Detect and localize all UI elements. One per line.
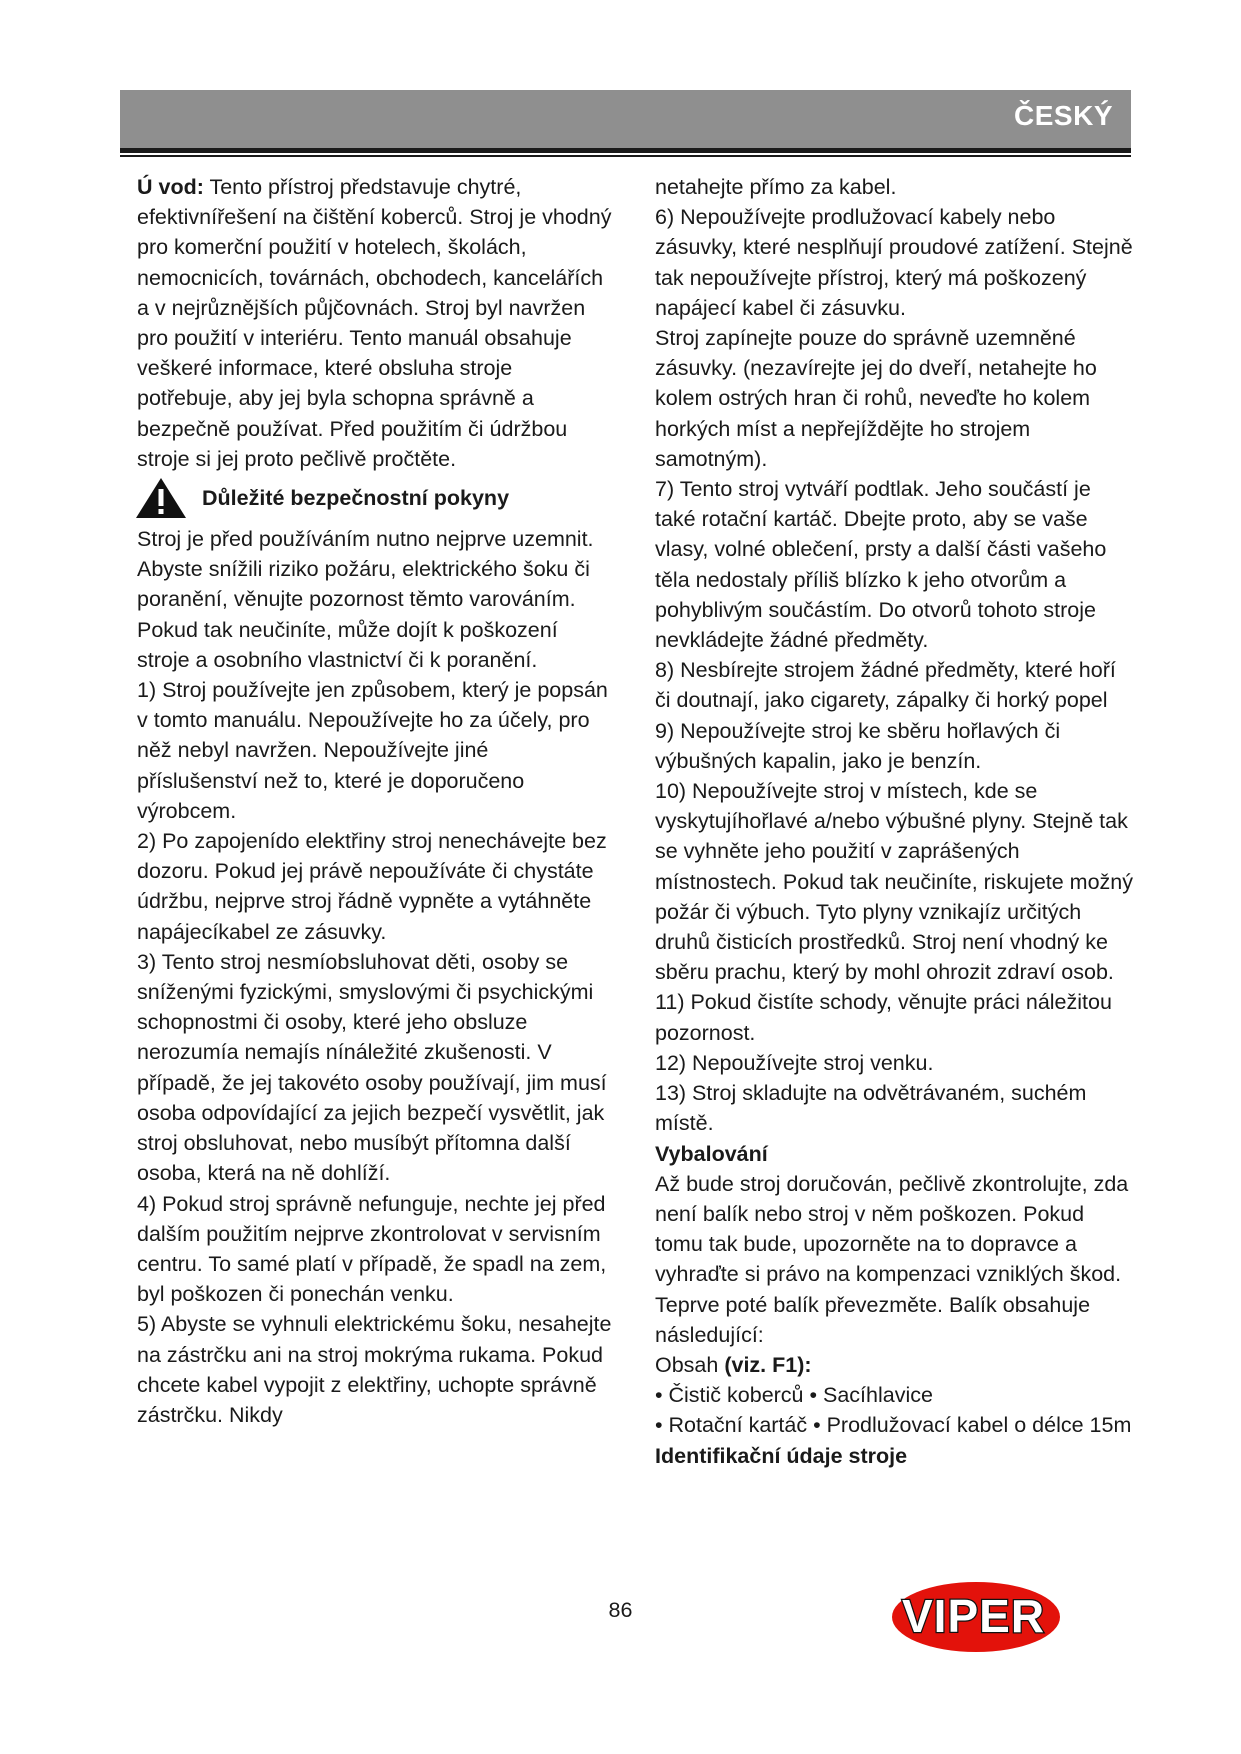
safety-item-3: 3) Tento stroj nesmíobsluhovat děti, osoby se sníženými fyzickými, smyslovými či psychickými schopnostmi či osoby, které jeho obsluze nerozumía nemajís nínáležité zkušenosti. V případě, že jej takovéto osoby používají, jim musí osoba odpovídající za jejich bezpečí vysvětlit, jak stroj obsluhovat, nebo musíbýt přítomna další osoba, která na ně dohlíží. xyxy=(137,949,607,1186)
safety-item-9: 9) Nepoužívejte stroj ke sběru hořlavých či výbušných kapalin, jako je benzín. xyxy=(655,718,1061,773)
viper-logo-text: VIPER xyxy=(902,1590,1046,1642)
safety-item-4: 4) Pokud stroj správně nefunguje, nechte jej před dalším použitím nejprve zkontrolovat v servisním centru. To samé platí v případě, že spadl na zem, byl poškozen či ponechán venku. xyxy=(137,1191,607,1307)
continuation-text: netahejte přímo za kabel. xyxy=(655,175,897,199)
contents-label: Obsah xyxy=(655,1352,725,1377)
intro-paragraph xyxy=(137,172,612,474)
safety-item-6: 6) Nepoužívejte prodlužovací kabely nebo zásuvky, které nesplňují proudové zatížení. Stejně tak nepoužívejte přístroj, který má poškozený napájecí kabel či zásuvku. xyxy=(655,205,1133,320)
contents-bullet-1: • Čistič koberců • Sacíhlavice xyxy=(655,1383,933,1408)
header-rule xyxy=(120,148,1131,153)
safety-item-12: 12) Nepoužívejte stroj venku. xyxy=(655,1050,934,1075)
grounding-note: Stroj zapínejte pouze do správně uzemněné zásuvky. (nezavírejte jej do dveří, netahejte ho kolem ostrých hran či rohů, neveďte ho kolem horkých míst a nepřejíždějte ho strojem samotným). xyxy=(655,326,1097,471)
left-column xyxy=(137,172,612,1430)
language-label: ČESKÝ xyxy=(1014,100,1113,131)
intro-label: Ú vod: xyxy=(137,175,204,199)
header-rule-thin xyxy=(120,155,1131,157)
safety-item-2: 2) Po zapojenído elektřiny stroj nenechávejte bez dozoru. Pokud jej právě nepoužíváte či chystáte údržbu, nejprve stroj řádně vypněte a vytáhněte napájecíkabel ze zásuvky. xyxy=(137,829,607,944)
contents-bullet-2: • Rotační kartáč • Prodlužovací kabel o délce 15m xyxy=(655,1413,1132,1438)
safety-item-8: 8) Nesbírejte strojem žádné předměty, které hoří či doutnají, jako cigarety, zápalky či horký popel xyxy=(655,658,1116,713)
unpacking-text: Až bude stroj doručován, pečlivě zkontrolujte, zda není balík nebo stroj v něm poškozen. Pokud tomu tak bude, upozorněte na to dopravce a vyhraďte si právo na kompenzaci vzniklých škod. Teprve poté balík převezměte. Balík obsahuje následující: xyxy=(655,1171,1129,1347)
safety-item-13: 13) Stroj skladujte na odvětrávaném, suchém místě. xyxy=(655,1081,1087,1136)
language-header-band xyxy=(120,90,1131,148)
unpacking-heading: Vybalování xyxy=(655,1141,768,1166)
warning-icon xyxy=(134,476,188,520)
contents-reference: (viz. F1): xyxy=(724,1352,812,1377)
identification-heading: Identifikační údaje stroje xyxy=(655,1443,908,1468)
safety-item-10: 10) Nepoužívejte stroj v místech, kde se vyskytujíhořlavé a/nebo výbušné plyny. Stejně tak se vyhněte jeho použití v zaprášených místnostech. Pokud tak neučiníte, riskujete možný požár či výbuch. Tyto plyny vznikajíz určitých druhů čisticích prostředků. Stroj není vhodný ke sběru prachu, který by mohl ohrozit zdraví osob. xyxy=(655,779,1134,985)
safety-item-7: 7) Tento stroj vytváří podtlak. Jeho součástí je také rotační kartáč. Dbejte proto, aby se vaše vlasy, volné oblečení, prsty a další části vašeho těla nedostaly příliš blízko k jeho otvorům a pohyblivým součástím. Do otvorů tohoto stroje nevkládejte žádné předměty. xyxy=(655,477,1107,653)
contents-line xyxy=(655,1350,1133,1380)
safety-heading-row xyxy=(134,476,612,520)
intro-text: Tento přístroj představuje chytré, efektivnířešení na čištění koberců. Stroj je vhodný pro komerční použití v hotelech, školách, nemocnicích, továrnách, obchodech, kancelářích a v nejrůznějších půjčovnách. Stroj byl navržen pro použití v interiéru. Tento manuál obsahuje veškeré informace, které obsluha stroje potřebuje, aby jej byla schopna správně a bezpečně používat. Před použitím či údržbou stroje si jej proto pečlivě pročtěte. xyxy=(137,175,612,471)
safety-item-1: 1) Stroj používejte jen způsobem, který je popsán v tomto manuálu. Nepoužívejte ho za účely, pro něž nebyl navržen. Nepoužívejte jiné příslušenství než to, které je doporučeno výrobcem. xyxy=(137,678,608,823)
safety-item-11: 11) Pokud čistíte schody, věnujte práci náležitou pozornost. xyxy=(655,990,1112,1045)
right-column xyxy=(655,172,1133,1471)
safety-item-5: 5) Abyste se vyhnuli elektrickému šoku, nesahejte na zástrčku ani na stroj mokrýma rukama. Pokud chcete kabel vypojit z elektřiny, uchopte správně zástrčku. Nikdy xyxy=(137,1312,612,1427)
safety-intro: Stroj je před používáním nutno nejprve uzemnit. Abyste snížili riziko požáru, elektrického šoku či poranění, věnujte pozornost těmto varováním. Pokud tak neučiníte, může dojít k poškození stroje a osobního vlastnictví či k poranění. xyxy=(137,527,594,672)
safety-heading: Důležité bezpečnostní pokyny xyxy=(202,485,510,510)
viper-logo xyxy=(888,1578,1098,1656)
page-number: 86 xyxy=(608,1598,633,1622)
